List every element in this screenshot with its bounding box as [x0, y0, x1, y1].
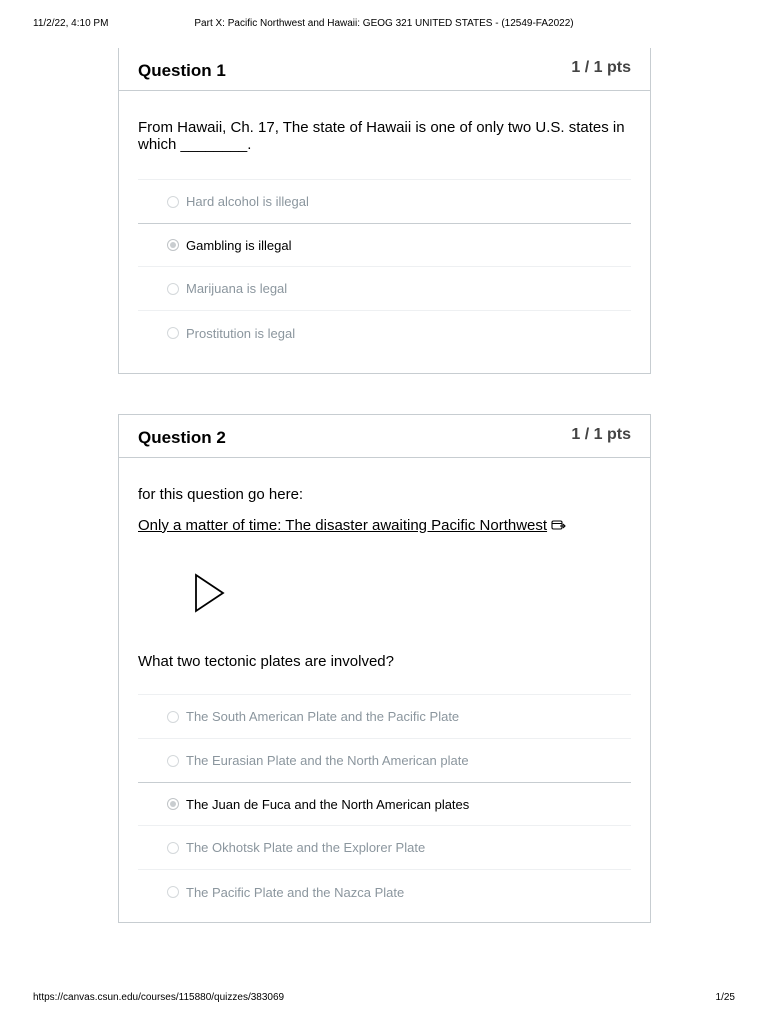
answer-option[interactable] — [138, 870, 631, 914]
answer-label: The Pacific Plate and the Nazca Plate — [186, 884, 405, 900]
answer-option[interactable] — [138, 311, 631, 355]
answer-option[interactable] — [138, 739, 631, 783]
answer-label: Marijuana is legal — [186, 281, 288, 296]
radio-button[interactable] — [167, 283, 179, 295]
question-header — [119, 415, 650, 458]
print-title: Part X: Pacific Northwest and Hawaii: GEOG 321 UNITED STATES - (12549-FA2022) — [194, 18, 574, 29]
question-1 — [118, 48, 651, 374]
question-body — [119, 458, 650, 914]
external-link-icon[interactable] — [551, 518, 566, 535]
radio-button-checked[interactable] — [167, 798, 179, 810]
question-title: Question 1 — [138, 61, 226, 80]
answer-option[interactable] — [138, 826, 631, 870]
radio-button[interactable] — [167, 886, 179, 898]
question-text: What two tectonic plates are involved? — [138, 653, 394, 670]
question-body — [119, 91, 650, 355]
print-url: https://canvas.csun.edu/courses/115880/quizzes/383069 — [33, 992, 285, 1003]
answer-label: Hard alcohol is illegal — [186, 194, 309, 209]
question-2 — [118, 414, 651, 923]
media-embed — [138, 535, 631, 653]
question-points: 1 / 1 pts — [571, 59, 631, 76]
answer-option[interactable] — [138, 180, 631, 224]
question-intro: for this question go here: — [138, 486, 304, 503]
answer-label: The Eurasian Plate and the North American plate — [186, 753, 469, 768]
answer-list — [138, 694, 631, 914]
question-text: From Hawaii, Ch. 17, The state of Hawaii is one of only two U.S. states in which ________. — [138, 119, 625, 153]
answer-label: Gambling is illegal — [186, 237, 292, 253]
print-datetime: 11/2/22, 4:10 PM — [33, 18, 109, 29]
radio-button[interactable] — [167, 327, 179, 339]
answer-label: The Okhotsk Plate and the Explorer Plate — [186, 840, 426, 855]
answer-list — [138, 179, 631, 355]
answer-option[interactable] — [138, 695, 631, 739]
answer-label: Prostitution is legal — [186, 325, 296, 341]
play-icon[interactable] — [194, 573, 226, 618]
print-header — [33, 18, 735, 32]
answer-option[interactable] — [138, 267, 631, 311]
radio-button[interactable] — [167, 711, 179, 723]
radio-button[interactable] — [167, 755, 179, 767]
answer-option-selected[interactable] — [138, 782, 631, 826]
article-link[interactable]: Only a matter of time: The disaster awaiting Pacific Northwest — [138, 516, 548, 534]
answer-label: The South American Plate and the Pacific Plate — [186, 709, 460, 724]
radio-button[interactable] — [167, 842, 179, 854]
print-page-number: 1/25 — [715, 992, 735, 1003]
question-points: 1 / 1 pts — [571, 426, 631, 443]
radio-button-checked[interactable] — [167, 239, 179, 251]
answer-label: The Juan de Fuca and the North American plates — [186, 796, 470, 812]
print-footer — [33, 992, 735, 1006]
question-title: Question 2 — [138, 428, 226, 447]
answer-option-selected[interactable] — [138, 223, 631, 267]
question-header — [119, 48, 650, 91]
radio-button[interactable] — [167, 196, 179, 208]
article-link-row — [138, 515, 631, 535]
